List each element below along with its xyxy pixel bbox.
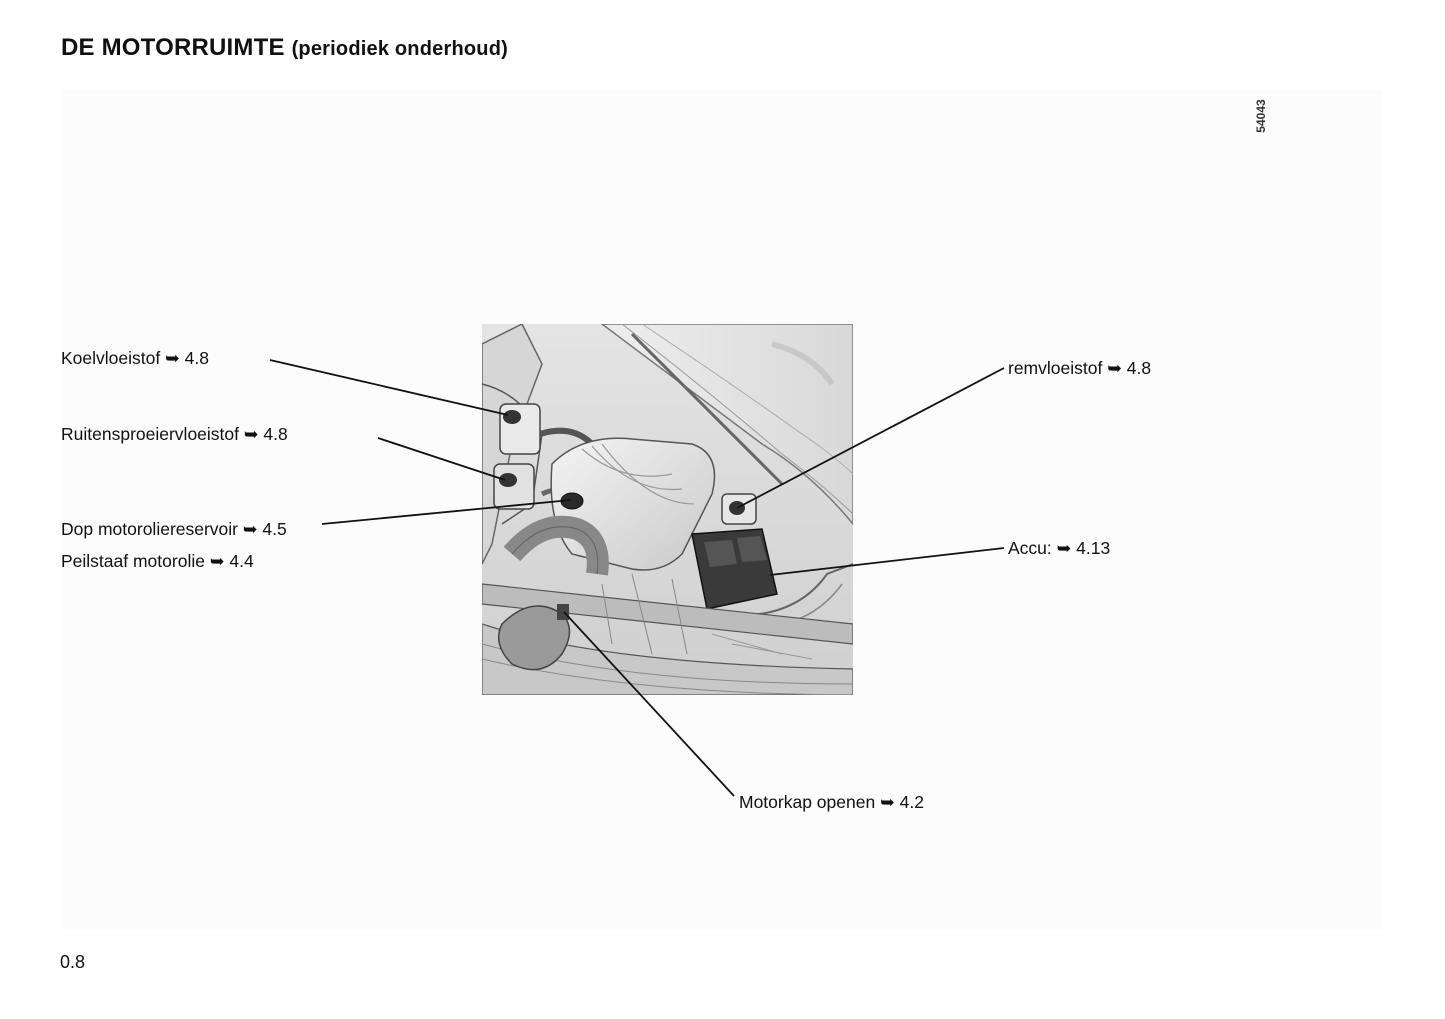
figure-reference-code: 54043: [1254, 99, 1268, 133]
page-number: 0.8: [60, 952, 86, 972]
callout-dop-motoroliereservoir: Dop motoroliereservoir ➥ 4.5: [61, 519, 287, 539]
callout-accu: Accu: ➥ 4.13: [1008, 538, 1111, 558]
oil-filler-cap: [561, 493, 583, 509]
title-subtitle: (periodiek onderhoud): [291, 38, 508, 60]
engine-bay-illustration: [482, 324, 853, 695]
page-title: [61, 34, 508, 62]
hood-release: [557, 604, 569, 620]
brake-fluid-reservoir: [722, 494, 756, 524]
washer-reservoir: [494, 464, 534, 509]
callout-ruitensproeiervloeistof: Ruitensproeiervloeistof ➥ 4.8: [61, 424, 288, 444]
title-main: DE MOTORRUIMTE: [61, 34, 285, 61]
callout-peilstaaf-motorolie: Peilstaaf motorolie ➥ 4.4: [61, 551, 254, 571]
callout-motorkap-openen: Motorkap openen ➥ 4.2: [739, 792, 924, 812]
battery: [692, 529, 777, 609]
callout-remvloeistof: remvloeistof ➥ 4.8: [1008, 358, 1152, 378]
coolant-reservoir: [500, 404, 540, 454]
callout-koelvloeistof: Koelvloeistof ➥ 4.8: [61, 348, 209, 368]
